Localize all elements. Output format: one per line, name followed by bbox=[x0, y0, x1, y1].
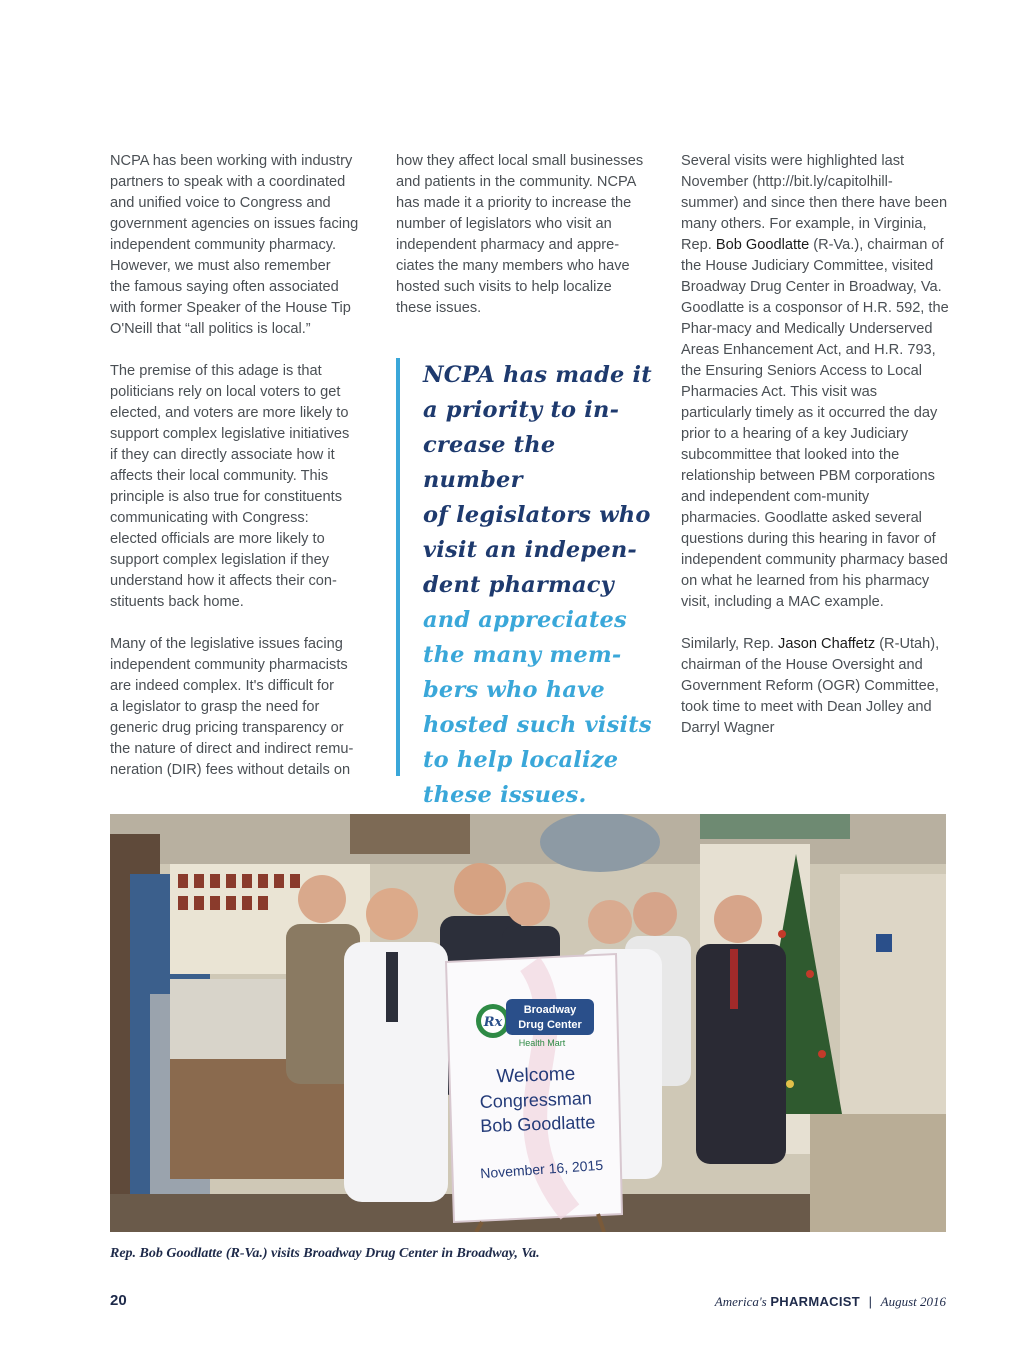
paragraph-4: how they affect local small businesses and patients in the community. NCPA has made it a priority to increase the number of legislators who visit an independent pharmacy and appre- ciates the many members who have hosted such visits to help localize these issues. bbox=[396, 153, 644, 316]
magazine-name-bold: PHARMACIST bbox=[770, 1294, 860, 1309]
name-jason-chaffetz: Jason Chaffetz bbox=[778, 636, 876, 652]
sign-date: November 16, 2015 bbox=[479, 1156, 604, 1182]
sign-logo-line2: Drug Center bbox=[518, 1019, 582, 1031]
running-footer bbox=[715, 1294, 946, 1310]
pull-quote-line: these issues. bbox=[423, 782, 587, 808]
sign-line2: Congressman bbox=[479, 1088, 593, 1112]
paragraph-2: The premise of this adage is that politicians rely on local voters to get elected, and voters are more likely to support complex legislative initiatives if they can directly associate how it affects their local community. This principle is also true for constituents communicating with Congress: elected officials are more likely to support complex legislation if they understand how it affects their con- stituents back home. bbox=[110, 363, 350, 610]
sign-line1: Welcome bbox=[496, 1063, 576, 1088]
article-photo bbox=[110, 814, 946, 1232]
sign-line3: Bob Goodlatte bbox=[479, 1112, 596, 1137]
pull-quote-line: hosted such visits bbox=[423, 712, 652, 738]
name-bob-goodlatte: Bob Goodlatte bbox=[715, 237, 810, 253]
pull-quote-line: bers who have bbox=[423, 677, 605, 703]
pull-quote-line: a priority to in- bbox=[423, 397, 620, 423]
photo-illustration bbox=[110, 814, 946, 1232]
pull-quote-line: NCPA has made it bbox=[423, 362, 652, 388]
paragraph-3: Many of the legislative issues facing independent community pharmacists are indeed complex. It's difficult for a legislator to grasp the need for generic drug pricing transparency or the nature of direct and indirect remu- neration (DIR) fees without details on bbox=[110, 636, 354, 778]
paragraph-1: NCPA has been working with industry partners to speak with a coordinated and unified voice to Congress and government agencies on issues facing independent community pharmacy. However, we must also remember the famous saying often associated with former Speaker of the House Tip O'Neill that “all politics is local.” bbox=[110, 153, 359, 337]
sign-logo-line1: Broadway bbox=[523, 1004, 577, 1016]
pull-quote-line: visit an indepen- bbox=[423, 537, 637, 563]
issue-date: August 2016 bbox=[880, 1294, 946, 1309]
sign-logo-sub: Health Mart bbox=[518, 1038, 566, 1048]
svg-text:Rx: Rx bbox=[483, 1015, 503, 1030]
pull-quote-line: crease the number bbox=[423, 432, 556, 493]
pull-quote-line: dent pharmacy bbox=[423, 572, 614, 598]
photo-caption: Rep. Bob Goodlatte (R-Va.) visits Broadway Drug Center in Broadway, Va. bbox=[110, 1246, 540, 1261]
article-column-3 bbox=[681, 151, 949, 760]
paragraph-6: Similarly, Rep. Jason Chaffetz (R-Utah), chairman of the House Oversight and Government Reform (OGR) Committee, took time to meet with Dean Jolley and Darryl Wagner bbox=[681, 636, 940, 736]
pull-quote-line: the many mem- bbox=[423, 642, 622, 668]
magazine-name-italic: America's bbox=[714, 1294, 767, 1309]
pull-quote bbox=[396, 358, 658, 808]
footer-separator: | bbox=[868, 1294, 872, 1309]
pull-quote-line: and appreciates bbox=[423, 607, 627, 633]
article-column-1 bbox=[110, 151, 378, 802]
page-number: 20 bbox=[110, 1292, 127, 1309]
article-column-2 bbox=[396, 151, 664, 340]
paragraph-5: Several visits were highlighted last November (http://bit.ly/capitolhill-summer) and since then there have been many others. For example, in Virginia, Rep. Bob Goodlatte (R-Va.), chairman of the House Judiciary Committee, visited Broadway Drug Center in Broadway, Va. Goodlatte is a cosponsor of H.R. 592, the Phar-macy and Medically Underserved Areas Enhancement Act, and H.R. 793, the Ensuring Seniors Access to Local Pharmacies Act. This visit was particularly timely as it occurred the day prior to a hearing of a key Judiciary subcommittee that looked into the relationship between PBM corporations and independent com-munity pharmacies. Goodlatte asked several questions during this hearing in favor of independent community pharmacy based on what he learned from his pharmacy visit, including a MAC example. bbox=[681, 153, 949, 610]
pull-quote-line: of legislators who bbox=[423, 502, 651, 528]
pull-quote-line: to help localize bbox=[423, 747, 619, 773]
